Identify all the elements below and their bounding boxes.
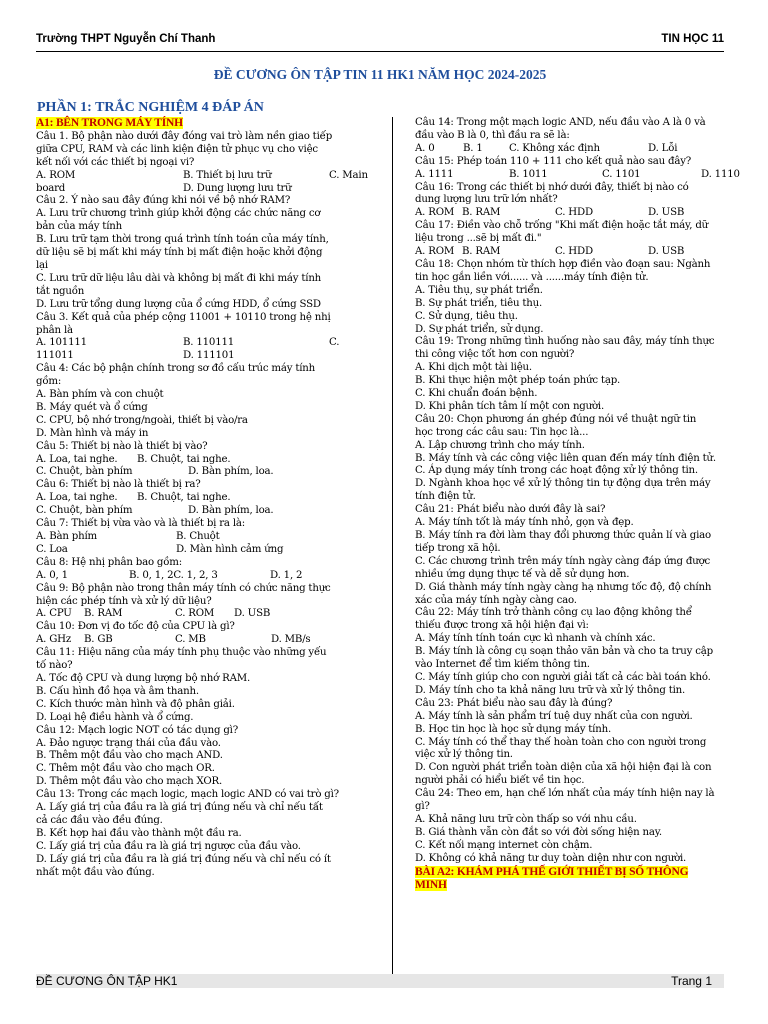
text-line: B. Máy tính là công cụ soạn thảo văn bản và cho ta truy cập <box>415 646 713 658</box>
text-line: học trong các câu sau: Tin học là... <box>415 426 589 438</box>
school-name: Trường THPT Nguyễn Chí Thanh <box>36 33 216 45</box>
text-line: kết nối với các thiết bị ngoại vi? <box>36 156 195 168</box>
answer-options <box>36 170 382 183</box>
text-line: C. Lấy giá trị của đầu ra là giá trị ngược của đầu vào. <box>36 840 301 852</box>
option: C. Loa <box>36 543 68 555</box>
text-line: thi công việc tốt hơn con người? <box>415 349 575 361</box>
text-line: tố nào? <box>36 660 73 672</box>
text-line: C. Lưu trữ dữ liệu lâu dài và không bị mất đi khi máy tính <box>36 272 322 284</box>
text-line: Câu 20: Chọn phương án ghép đúng nói về thuật ngữ tin <box>415 413 697 425</box>
answer-options <box>36 466 382 479</box>
text-line: A. Tốc độ CPU và dung lượng bộ nhớ RAM. <box>36 672 251 684</box>
option: A. Loa, tai nghe. <box>36 453 118 465</box>
text-line: A. Khi dịch một tài liệu. <box>415 362 532 374</box>
text-line: Câu 23: Phát biểu nào sau đây là đúng? <box>415 697 613 709</box>
option: A. 0, 1 <box>36 569 68 581</box>
option: C. Chuột, bàn phím <box>36 466 133 478</box>
text-line: liệu trong ...sẽ bị mất đi." <box>415 233 542 245</box>
option: A. CPU <box>36 608 72 620</box>
text-line: A. Lập chương trình cho máy tính. <box>415 439 585 451</box>
text-line: B. Thêm một đầu vào cho mạch AND. <box>36 750 223 762</box>
text-line: B. Sự phát triển, tiêu thụ. <box>415 297 542 309</box>
answer-options <box>415 143 747 156</box>
answer-options <box>36 634 382 647</box>
text-line: hiện các phép tính và xử lý dữ liệu? <box>36 595 212 607</box>
option: D. Màn hình cảm ứng <box>176 543 284 555</box>
text-line: C. Khi chuẩn đoán bệnh. <box>415 388 538 400</box>
option: D. USB <box>648 246 685 258</box>
document-title: ĐỀ CƯƠNG ÔN TẬP TIN 11 HK1 NĂM HỌC 2024-2025 <box>213 67 547 82</box>
text-line: C. Áp dụng máy tính trong các hoạt động xử lý thông tin. <box>415 465 698 477</box>
option: C. Chuột, bàn phím <box>36 505 133 517</box>
text-line: A. Bàn phím và con chuột <box>36 389 164 401</box>
answer-options <box>36 350 382 363</box>
footer-title: ĐỀ CƯƠNG ÔN TẬP HK1 <box>36 974 178 988</box>
column-divider <box>392 117 393 977</box>
text-line: Câu 11: Hiệu năng của máy tính phụ thuộc vào những yếu <box>36 647 327 659</box>
page-footer <box>36 974 724 988</box>
option: B. RAM <box>462 207 501 219</box>
text-line: B. Giá thành vẫn còn đắt so với đời sống hiện nay. <box>415 826 662 838</box>
text-line: A. Máy tính là sản phẩm trí tuệ duy nhất của con người. <box>415 710 693 722</box>
text-line: A. Máy tính tính toán cực kì nhanh và chính xác. <box>415 633 656 645</box>
text-line: D. Sự phát triển, sử dụng. <box>415 323 544 335</box>
text-line: D. Lưu trữ tổng dung lượng của ổ cứng HDD, ổ cứng SSD <box>36 298 321 310</box>
text-line: D. Loại hệ điều hành và ổ cứng. <box>36 711 194 723</box>
option: B. GB <box>84 634 113 646</box>
subject-name: TIN HỌC 11 <box>661 33 724 45</box>
option: B. 1 <box>463 142 483 154</box>
text-line: nhất một đầu vào đúng. <box>36 866 155 878</box>
part-title: PHẦN 1: TRẮC NGHIỆM 4 ĐÁP ÁN <box>37 100 264 115</box>
option: B. Chuột, tai nghe. <box>137 453 231 465</box>
text-line: D. Ngành khoa học về xử lý thông tin tự động dựa trên máy <box>415 478 711 490</box>
text-line: C. Kết nối mạng internet còn chậm. <box>415 839 593 851</box>
section-heading-a1: A1: BÊN TRONG MÁY TÍNH <box>36 117 183 129</box>
option: D. USB <box>648 207 685 219</box>
section-heading-a2-cont: MINH <box>415 879 447 892</box>
answer-options <box>36 505 382 518</box>
option: B. RAM <box>84 608 123 620</box>
text-line: C. Máy tính giúp cho con người giải tất cả các bài toán khó. <box>415 671 711 683</box>
text-line: A. Khả năng lưu trữ còn thấp so với nhu cầu. <box>415 813 637 825</box>
text-line: C. Kích thước màn hình và độ phân giải. <box>36 698 235 710</box>
text-line: Câu 16: Trong các thiết bị nhớ dưới đây, thiết bị nào có <box>415 181 689 193</box>
text-line: cả các đầu vào đều đúng. <box>36 814 163 826</box>
text-line: Câu 10: Đơn vị đo tốc độ của CPU là gì? <box>36 621 235 633</box>
text-line: nhiều ứng dụng thực tế và dễ sử dụng hơn. <box>415 568 630 580</box>
text-line: Câu 15: Phép toán 110 + 111 cho kết quả nào sau đây? <box>415 155 692 167</box>
text-line: D. Khi phân tích tâm lí một con người. <box>415 400 605 412</box>
option: C. HDD <box>555 246 593 258</box>
text-line: tính điện tử. <box>415 491 476 503</box>
option: D. Lỗi <box>648 142 678 154</box>
text-line: C. Máy tính có thể thay thế hoàn toàn cho con người trong <box>415 736 707 748</box>
text-line: D. Giá thành máy tính ngày càng hạ nhưng tốc độ, độ chính <box>415 581 712 593</box>
text-line: lại <box>36 259 48 271</box>
text-line: Câu 5: Thiết bị nào là thiết bị vào? <box>36 440 208 452</box>
option: C. Main <box>329 169 368 181</box>
option: B. RAM <box>462 246 501 258</box>
text-line: Câu 3. Kết quả của phép cộng 11001 + 10110 trong hệ nhị <box>36 311 331 323</box>
text-line: Câu 12: Mạch logic NOT có tác dụng gì? <box>36 724 238 736</box>
text-line: thiếu được trong xã hội hiện đại vì: <box>415 620 589 632</box>
text-line: tiếp trong xã hội. <box>415 542 501 554</box>
option: A. 1111 <box>415 168 454 180</box>
answer-options <box>36 544 382 557</box>
text-line: Câu 6: Thiết bị nào là thiết bị ra? <box>36 479 201 491</box>
text-line: Câu 22: Máy tính trở thành công cụ lao động không thể <box>415 607 692 619</box>
option: D. Dung lượng lưu trữ <box>183 182 292 194</box>
text-line: Câu 4: Các bộ phận chính trong sơ đồ cấu trúc máy tính <box>36 363 315 375</box>
text-line: D. Lấy giá trị của đầu ra là giá trị đúng nếu và chỉ nếu có ít <box>36 853 331 865</box>
text-line: A. Máy tính tốt là máy tính nhỏ, gọn và đẹp. <box>415 517 634 529</box>
option: C. HDD <box>555 207 593 219</box>
text-line: B. Học tin học là học sử dụng máy tính. <box>415 723 611 735</box>
option: D. 1, 2 <box>270 569 303 581</box>
text-line: D. Không có khả năng tư duy toàn diện như con người. <box>415 852 687 864</box>
option: C. 1101 <box>602 168 641 180</box>
answer-options <box>36 492 382 505</box>
text-line: B. Máy tính và các công việc liên quan đến máy tính điện tử. <box>415 452 716 464</box>
text-line: vào Internet để tìm kiếm thông tin. <box>415 659 590 671</box>
answer-options <box>415 207 747 220</box>
option: B. 1011 <box>509 168 548 180</box>
option: D. Bàn phím, loa. <box>188 505 274 517</box>
option: C. <box>329 337 340 349</box>
answer-options <box>36 183 382 196</box>
option: D. 1110 <box>701 168 740 180</box>
text-line: Câu 14: Trong một mạch logic AND, nếu đầu vào A là 0 và <box>415 117 706 128</box>
text-line: C. CPU, bộ nhớ trong/ngoài, thiết bị vào/ra <box>36 414 248 426</box>
option: B. Thiết bị lưu trữ <box>183 169 272 181</box>
option: B. 110111 <box>183 337 235 349</box>
option: B. Chuột <box>176 531 220 542</box>
answer-options <box>36 608 382 621</box>
text-line: D. Thêm một đầu vào cho mạch XOR. <box>36 776 223 788</box>
text-line: B. Máy quét và ổ cứng <box>36 401 148 413</box>
option: A. ROM <box>36 169 76 181</box>
text-line: bản của máy tính <box>36 221 122 233</box>
text-line: giữa CPU, RAM và các linh kiện điện tử phục vụ cho việc <box>36 143 318 155</box>
option: D. MB/s <box>271 634 311 646</box>
text-line: tắt nguồn <box>36 285 85 297</box>
option: C. MB <box>175 634 206 646</box>
text-line: tin học gắn liền với...... và ......máy tính điện tử. <box>415 271 649 283</box>
text-line: B. Lưu trữ tạm thời trong quá trình tính toán của máy tính, <box>36 234 329 246</box>
text-line: D. Màn hình và máy in <box>36 427 149 439</box>
text-line: B. Kết hợp hai đầu vào thành một đầu ra. <box>36 827 242 839</box>
text-line: A. Tiêu thụ, sự phát triển. <box>415 284 543 296</box>
answer-options <box>36 570 382 583</box>
text-line: người phải có hiểu biết về tin học. <box>415 775 585 787</box>
option: A. 0 <box>415 142 435 154</box>
section-heading-a2: BÀI A2: KHÁM PHÁ THẾ GIỚI THIẾT BỊ SỐ THÔNG <box>415 865 689 878</box>
text-line: việc xử lý thông tin. <box>415 749 513 761</box>
text-line: Câu 1. Bộ phận nào dưới đây đóng vai trò làm nền giao tiếp <box>36 130 333 142</box>
text-line: A. Lưu trữ chương trình giúp khởi động các chức năng cơ <box>36 208 321 220</box>
text-line: A. Lấy giá trị của đầu ra là giá trị đúng nếu và chỉ nếu tất <box>36 802 323 814</box>
option: D. USB <box>234 608 271 620</box>
answer-options <box>415 246 747 259</box>
text-line: gồm: <box>36 376 62 388</box>
right-column <box>415 117 747 893</box>
text-line: Câu 21: Phát biểu nào dưới đây là sai? <box>415 504 606 516</box>
option: A. GHz <box>36 634 72 646</box>
option: board <box>36 182 66 194</box>
answer-options <box>36 531 382 544</box>
text-line: C. Sử dụng, tiêu thụ. <box>415 310 518 322</box>
option: D. 111101 <box>183 350 235 362</box>
left-column <box>36 117 382 879</box>
text-line: dung lượng lưu trữ lớn nhất? <box>415 194 558 206</box>
text-line: D. Con người phát triển toàn diện của xã hội hiện đại là con <box>415 762 712 774</box>
page-header <box>36 33 724 45</box>
text-line: dữ liệu sẽ bị mất khi máy tính bị mất điện hoặc khởi động <box>36 247 323 259</box>
text-line: đầu vào B là 0, thì đầu ra sẽ là: <box>415 129 570 141</box>
option: A. ROM <box>415 207 455 219</box>
option: A. Bàn phím <box>36 531 97 542</box>
header-rule <box>36 51 724 52</box>
page-number: Trang 1 <box>671 974 712 988</box>
text-line: Câu 2. Ý nào sau đây đúng khi nói về bộ nhớ RAM? <box>36 195 291 207</box>
text-line: Câu 8: Hệ nhị phân bao gồm: <box>36 556 182 568</box>
text-line: Câu 18: Chọn nhóm từ thích hợp điền vào đoạn sau: Ngành <box>415 258 711 270</box>
answer-options <box>36 337 382 350</box>
option: A. ROM <box>415 246 455 258</box>
text-line: B. Cấu hình đồ họa và âm thanh. <box>36 685 199 697</box>
option: D. Bàn phím, loa. <box>188 466 274 478</box>
option: A. Loa, tai nghe. <box>36 492 118 504</box>
text-line: A. Đảo ngược trạng thái của đầu vào. <box>36 737 221 749</box>
text-line: B. Khi thực hiện một phép toán phức tạp. <box>415 375 621 387</box>
text-line: Câu 13: Trong các mạch logic, mạch logic AND có vai trò gì? <box>36 789 339 801</box>
text-line: B. Máy tính ra đời làm thay đổi phương thức quản lí và giao <box>415 530 711 541</box>
text-line: Câu 7: Thiết bị vừa vào và là thiết bị ra là: <box>36 518 245 530</box>
option: C. ROM <box>175 608 215 620</box>
text-line: C. Thêm một đầu vào cho mạch OR. <box>36 763 215 775</box>
answer-options <box>415 169 747 182</box>
text-line: phân là <box>36 324 73 336</box>
text-line: Câu 19: Trong những tình huống nào sau đây, máy tính thực <box>415 336 715 348</box>
text-line: Câu 24: Theo em, hạn chế lớn nhất của máy tính hiện nay là <box>415 788 715 800</box>
text-line: xác của máy tính ngày càng cao. <box>415 594 577 606</box>
option: B. 0, 1, 2C. 1, 2, 3 <box>129 569 218 581</box>
text-line: D. Máy tính cho ta khả năng lưu trữ và xử lý thông tin. <box>415 684 686 696</box>
option: 111011 <box>36 350 74 362</box>
option: B. Chuột, tai nghe. <box>137 492 231 504</box>
option: C. Không xác định <box>509 142 600 154</box>
text-line: gì? <box>415 801 430 813</box>
text-line: Câu 17: Điền vào chỗ trống "Khi mất điện hoặc tắt máy, dữ <box>415 220 709 232</box>
text-line: Câu 9: Bộ phận nào trong thân máy tính có chức năng thực <box>36 582 331 594</box>
answer-options <box>36 454 382 467</box>
option: A. 101111 <box>36 337 87 349</box>
text-line: C. Các chương trình trên máy tính ngày càng đáp ứng được <box>415 555 711 567</box>
